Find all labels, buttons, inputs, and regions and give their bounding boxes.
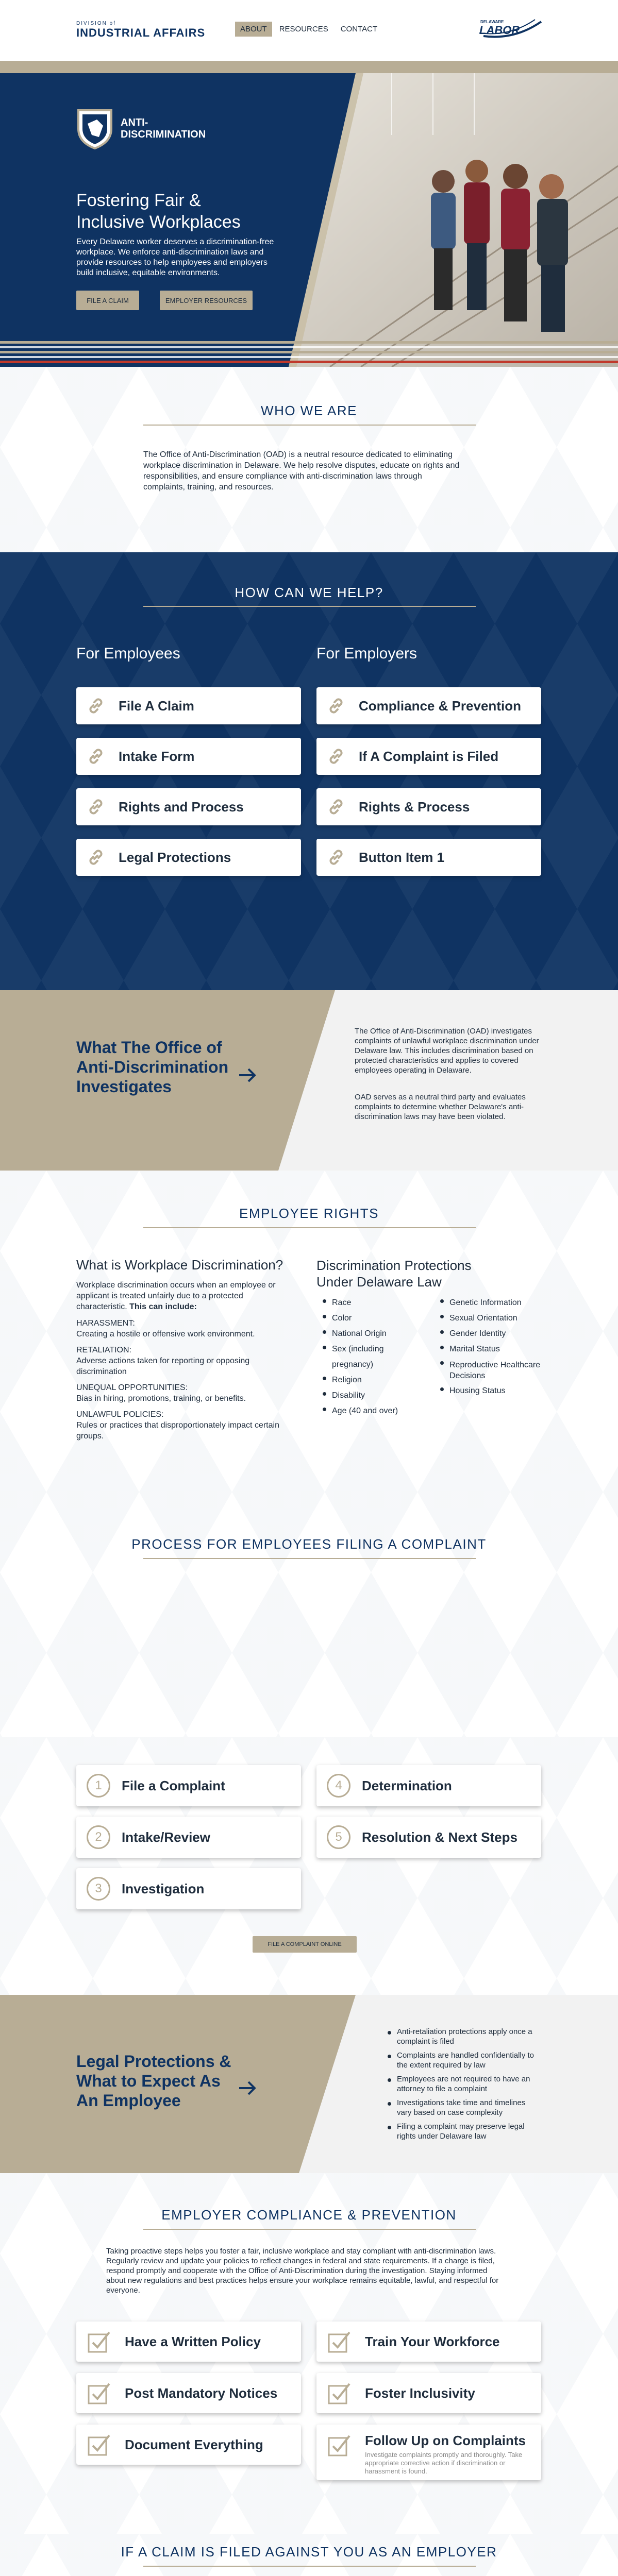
protection-item: Race xyxy=(321,1295,424,1311)
employer-resources-button[interactable]: EMPLOYER RESOURCES xyxy=(160,291,253,310)
discrimination-heading: What is Workplace Discrimination? xyxy=(76,1257,283,1273)
who-body: The Office of Anti-Discrimination (OAD) is a neutral resource dedicated to eliminating workplace discrimination in Delaware. We help resolve disputes, educate on rights and responsibilities, and ensure compliance with anti-discrimination laws through complaints, training, and resources. xyxy=(143,450,460,492)
employee-card-intake-form[interactable] xyxy=(76,738,301,775)
employee-rights-section xyxy=(0,1171,618,1737)
checkbox-icon xyxy=(87,2432,111,2457)
hero-stripes xyxy=(0,341,618,367)
employee-card-label: Legal Protections xyxy=(119,849,231,865)
discrimination-intro xyxy=(76,1280,288,1312)
investigates-heading[interactable] xyxy=(76,1038,228,1096)
type-item xyxy=(76,1409,288,1442)
nav-contact[interactable]: CONTACT xyxy=(340,25,378,33)
investigates-heading-line2: Anti-Discrimination xyxy=(76,1058,229,1076)
type-label: UNEQUAL OPPORTUNITIES: xyxy=(76,1383,188,1392)
process-steps xyxy=(0,1737,618,1995)
step-card-intake-review[interactable] xyxy=(76,1817,301,1858)
process-rule xyxy=(143,1558,476,1559)
main-nav xyxy=(235,22,382,37)
investigates-section xyxy=(0,990,618,1171)
compliance-card-follow-up[interactable] xyxy=(316,2425,541,2480)
employee-card-legal-protections[interactable] xyxy=(76,839,301,876)
step-card-file-complaint[interactable] xyxy=(76,1765,301,1806)
employee-card-label: Intake Form xyxy=(119,748,195,764)
compliance-label: Foster Inclusivity xyxy=(365,2385,475,2401)
employer-card-label: Rights & Process xyxy=(359,799,470,815)
investigates-heading-line1: What The Office of xyxy=(76,1038,222,1057)
link-icon xyxy=(326,696,346,716)
step-label: Determination xyxy=(362,1777,452,1793)
type-text: Creating a hostile or offensive work environment. xyxy=(76,1330,255,1338)
logo-top-text: DIVISION of xyxy=(76,21,116,26)
type-text: Bias in hiring, promotions, training, or benefits. xyxy=(76,1394,246,1403)
checkbox-icon xyxy=(327,2381,352,2405)
who-we-are-section xyxy=(0,367,618,552)
arrow-right-icon[interactable] xyxy=(238,2080,257,2096)
investigates-heading-line3: Investigates xyxy=(76,1077,172,1096)
type-item xyxy=(76,1318,288,1340)
badge-line1: ANTI- xyxy=(121,117,148,128)
type-label: UNLAWFUL POLICIES: xyxy=(76,1410,164,1419)
hero-title-line2: Inclusive Workplaces xyxy=(76,212,241,232)
link-icon xyxy=(86,746,106,767)
legal-bullet: Complaints are handled confidentially to the extent required by law xyxy=(386,2050,540,2070)
employer-card-button-item[interactable] xyxy=(316,839,541,876)
followup-subtext: Investigate complaints promptly and thoroughly. Take appropriate corrective action if discrimination or harassment is found. xyxy=(365,2451,523,2475)
process-title: PROCESS FOR EMPLOYEES FILING A COMPLAINT xyxy=(131,1536,487,1552)
nav-resources[interactable]: RESOURCES xyxy=(279,25,328,33)
intro-text: Workplace discrimination occurs when an employee or applicant is treated unfairly due to a protected characteristic. xyxy=(76,1281,276,1311)
compliance-card-foster-inclusivity[interactable] xyxy=(316,2373,541,2413)
legal-bullet: Anti-retaliation protections apply once a complaint is filed xyxy=(386,2027,540,2046)
claim-section xyxy=(0,2534,618,2576)
shield-icon xyxy=(76,108,113,149)
badge-line2: DISCRIMINATION xyxy=(121,129,206,140)
legal-section xyxy=(0,1995,618,2173)
protections-heading-line1: Discrimination Protections xyxy=(316,1258,472,1273)
legal-bullet: Filing a complaint may preserve legal rights under Delaware law xyxy=(386,2122,540,2141)
employee-card-label: Rights and Process xyxy=(119,799,244,815)
hero-title-line1: Fostering Fair & xyxy=(76,191,201,210)
delaware-labor-logo[interactable] xyxy=(473,18,545,40)
step-card-resolution[interactable] xyxy=(316,1817,541,1858)
link-icon xyxy=(86,796,106,817)
compliance-card-written-policy[interactable] xyxy=(76,2321,301,2362)
checkbox-icon xyxy=(87,2381,111,2405)
type-label: HARASSMENT: xyxy=(76,1319,135,1328)
type-text: Adverse actions taken for reporting or opposing discrimination xyxy=(76,1357,250,1376)
checkbox-icon xyxy=(87,2329,111,2354)
compliance-title: EMPLOYER COMPLIANCE & PREVENTION xyxy=(161,2207,457,2223)
claim-rule xyxy=(143,2566,476,2567)
hero-title xyxy=(76,190,241,233)
legal-bullet: Investigations take time and timelines vary based on case complexity xyxy=(386,2098,540,2117)
checkbox-icon xyxy=(327,2433,352,2458)
employee-card-file-claim[interactable] xyxy=(76,687,301,724)
step-number-icon: 3 xyxy=(87,1877,110,1901)
protection-item: Housing Status xyxy=(438,1383,541,1399)
protection-item: Gender Identity xyxy=(438,1326,541,1342)
who-rule xyxy=(143,425,476,426)
protections-heading-line2: Under Delaware Law xyxy=(316,1274,442,1290)
hero-section xyxy=(0,73,618,367)
protections-list-col2 xyxy=(438,1295,541,1399)
checkbox-icon xyxy=(327,2329,352,2354)
labor-logo-small: DELAWARE xyxy=(480,20,504,24)
legal-heading-line2: What to Expect As xyxy=(76,2072,221,2090)
protection-item: Religion xyxy=(321,1372,424,1388)
rights-title: EMPLOYEE RIGHTS xyxy=(239,1206,379,1221)
compliance-body: Taking proactive steps helps you foster a fair, inclusive workplace and stay compliant with anti-discrimination laws. Regularly review and update your policies to reflect changes in federal and state requirements. If a charge is filed, respond promptly and cooperate with the Office of Anti-Discrimination during the investigation. Staying informed about new regulations and best practices helps ensure your workplace remains equitable, lawful, and respectful for everyone. xyxy=(106,2247,499,2295)
protection-item: Color xyxy=(321,1311,424,1326)
compliance-rule xyxy=(143,2229,476,2230)
compliance-label: Document Everything xyxy=(125,2436,263,2452)
header-band xyxy=(0,61,618,73)
compliance-card-train-workforce[interactable] xyxy=(316,2321,541,2362)
nav-about[interactable]: ABOUT xyxy=(235,22,272,37)
intro-bold: This can include: xyxy=(129,1302,197,1311)
type-item xyxy=(76,1382,288,1404)
step-number-icon: 1 xyxy=(87,1774,110,1798)
investigates-para1: The Office of Anti-Discrimination (OAD) investigates complaints of unlawful workplace discrimination under Delaware law. This includes discrimination based on protected characteristics and applies to covered employees operating in Delaware. xyxy=(355,1027,539,1075)
link-icon xyxy=(86,696,106,716)
employer-card-compliance[interactable] xyxy=(316,687,541,724)
link-icon xyxy=(326,746,346,767)
legal-heading-line3: An Employee xyxy=(76,2091,181,2110)
link-icon xyxy=(326,847,346,868)
employee-card-label: File A Claim xyxy=(119,698,194,714)
type-text: Rules or practices that disproportionately impact certain groups. xyxy=(76,1421,279,1440)
protection-item: Sexual Orientation xyxy=(438,1311,541,1326)
compliance-card-mandatory-notices[interactable] xyxy=(76,2373,301,2413)
protection-item: Sex (including pregnancy) xyxy=(321,1342,424,1372)
link-icon xyxy=(86,847,106,868)
employees-heading: For Employees xyxy=(76,645,180,662)
claim-title: IF A CLAIM IS FILED AGAINST YOU AS AN EMPLOYER xyxy=(121,2544,497,2560)
file-claim-button[interactable]: FILE A CLAIM xyxy=(76,291,139,310)
employer-card-label: Button Item 1 xyxy=(359,849,445,865)
step-label: File a Complaint xyxy=(122,1777,225,1793)
help-section xyxy=(0,552,618,990)
help-title: HOW CAN WE HELP? xyxy=(235,585,383,600)
compliance-section xyxy=(0,2173,618,2534)
step-card-determination[interactable] xyxy=(316,1765,541,1806)
protections-heading xyxy=(316,1257,472,1290)
division-logo[interactable] xyxy=(76,21,205,40)
employee-card-rights-process[interactable] xyxy=(76,788,301,825)
legal-bullets xyxy=(386,2027,540,2141)
compliance-label: Have a Written Policy xyxy=(125,2333,261,2349)
investigates-para2: OAD serves as a neutral third party and evaluates complaints to determine whether Delaware's anti-discrimination laws may have been violated. xyxy=(355,1093,526,1121)
step-number-icon: 4 xyxy=(327,1774,350,1798)
step-label: Intake/Review xyxy=(122,1829,210,1845)
labor-logo-main: LABOR xyxy=(479,24,520,37)
protection-item: National Origin xyxy=(321,1326,424,1342)
step-number-icon: 5 xyxy=(327,1825,350,1849)
compliance-label: Follow Up on Complaints xyxy=(365,2433,526,2448)
step-card-investigation[interactable] xyxy=(76,1868,301,1909)
protection-item: Marital Status xyxy=(438,1342,541,1357)
employer-card-label: If A Complaint is Filed xyxy=(359,748,499,764)
type-label: RETALIATION: xyxy=(76,1346,131,1354)
legal-heading[interactable] xyxy=(76,2052,231,2110)
step-label: Resolution & Next Steps xyxy=(362,1829,517,1845)
compliance-label: Post Mandatory Notices xyxy=(125,2385,278,2401)
file-complaint-online-button[interactable]: FILE A COMPLAINT ONLINE xyxy=(253,1936,357,1953)
step-number-icon: 2 xyxy=(87,1825,110,1849)
protection-item: Reproductive Healthcare Decisions xyxy=(438,1357,541,1383)
protection-item: Age (40 and over) xyxy=(321,1403,424,1419)
site-header xyxy=(0,0,618,61)
logo-main-text: INDUSTRIAL AFFAIRS xyxy=(76,26,206,39)
arrow-right-icon[interactable] xyxy=(238,1067,257,1083)
protection-item: Genetic Information xyxy=(438,1295,541,1311)
hero-body: Every Delaware worker deserves a discrimination-free workplace. We enforce anti-discrimination laws and provide resources to help employees and employers build inclusive, equitable environments. xyxy=(76,238,274,277)
legal-heading-line1: Legal Protections & xyxy=(76,2052,231,2071)
employer-card-label: Compliance & Prevention xyxy=(359,698,521,714)
type-item xyxy=(76,1345,288,1377)
rights-rule xyxy=(143,1227,476,1228)
compliance-label: Train Your Workforce xyxy=(365,2333,500,2349)
compliance-card-document-everything[interactable] xyxy=(76,2425,301,2465)
protection-item: Disability xyxy=(321,1388,424,1403)
employers-heading: For Employers xyxy=(316,645,417,662)
discrimination-types xyxy=(76,1318,288,1442)
oad-badge xyxy=(76,108,206,149)
step-label: Investigation xyxy=(122,1880,205,1896)
who-title: WHO WE ARE xyxy=(261,403,357,418)
employer-card-complaint-filed[interactable] xyxy=(316,738,541,775)
link-icon xyxy=(326,796,346,817)
protections-list-col1 xyxy=(321,1295,424,1419)
employer-card-rights-process[interactable] xyxy=(316,788,541,825)
legal-bullet: Employees are not required to have an attorney to file a complaint xyxy=(386,2074,540,2094)
help-rule xyxy=(143,606,476,607)
